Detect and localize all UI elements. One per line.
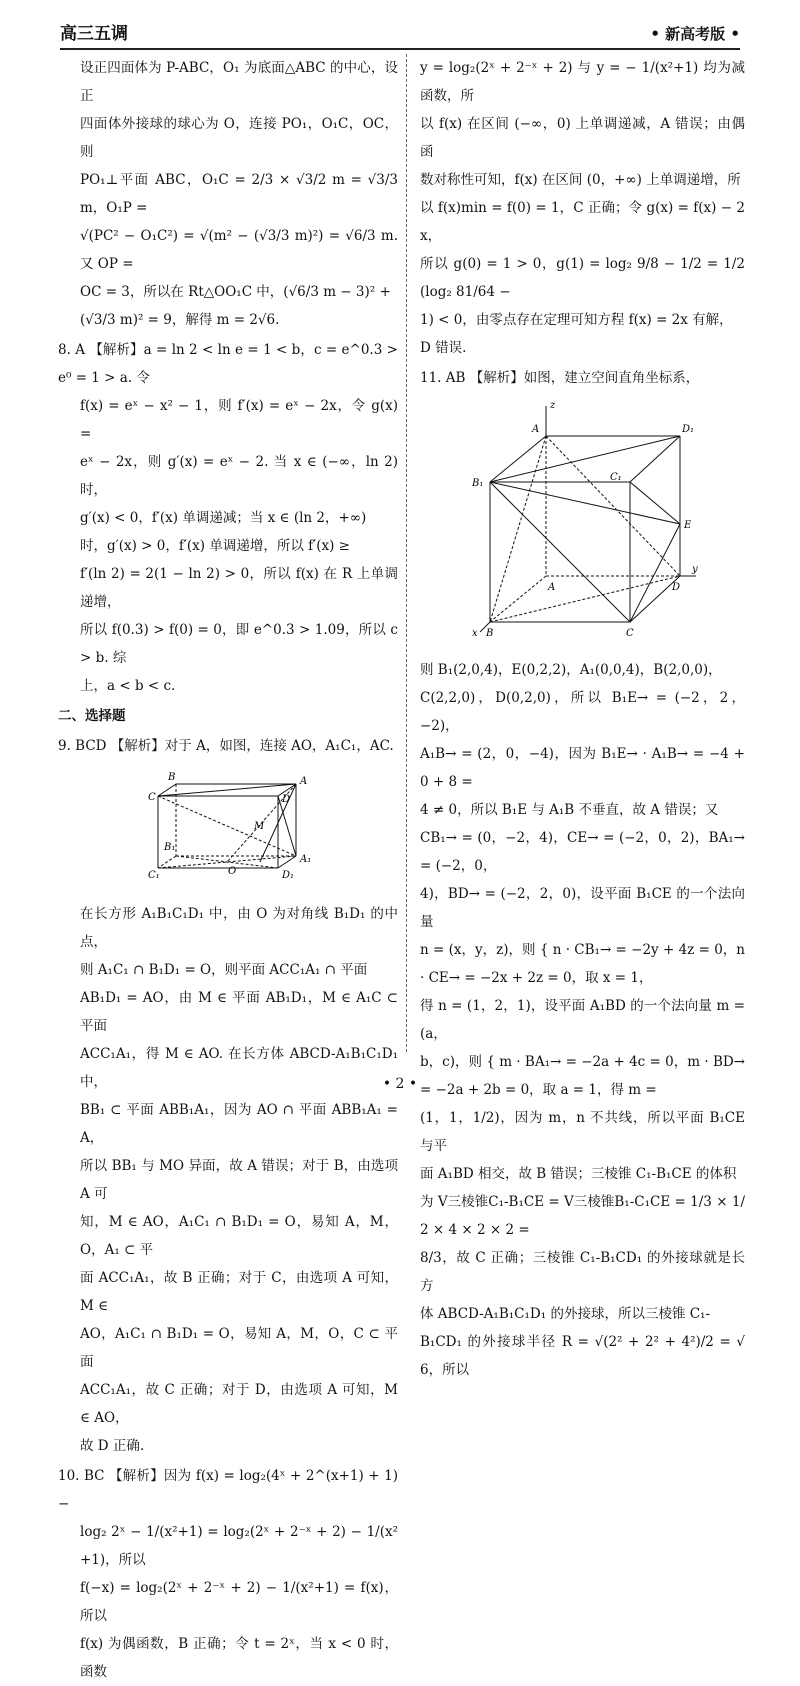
column-divider [406,54,407,1052]
text-line: 则 A₁C₁ ∩ B₁D₁ = O，则平面 ACC₁A₁ ∩ 平面 [80,962,368,978]
q9-solution [58,900,398,1460]
label-D1: D₁ [282,870,295,881]
text-line: 设正四面体为 P-ABC，O₁ 为底面△ABC 的中心，设正 [80,60,398,104]
edge [278,856,296,868]
label-C: C [626,628,634,639]
text-line: 所以 g(0) = 1 > 0，g(1) = log₂ 9/8 − 1/2 = 1/2 (log₂ 81/64 − [420,256,745,300]
label-M: M [254,821,265,832]
text-line: ACC₁A₁，得 M ∈ AO. 在长方体 ABCD-A₁B₁C₁D₁ 中， [80,1046,398,1090]
label-O: O [228,866,237,877]
figure-coordinate-cuboid-q11 [470,396,700,642]
text-line: 体 ABCD-A₁B₁C₁D₁ 的外接球，所以三棱锥 C₁- [420,1306,711,1322]
text-line: BB₁ ⊂ 平面 ABB₁A₁，因为 AO ∩ 平面 ABB₁A₁ = A， [80,1102,398,1146]
hidden-diagonal [158,796,296,856]
q8-solution [58,336,398,700]
diagonal [278,796,296,856]
label-A: A [548,582,556,593]
text-line: 故 D 正确. [80,1438,145,1454]
text-line: 以 f(x) 在区间 (−∞，0) 上单调递减，A 错误；由偶函 [420,116,745,160]
text-line: 则 B₁(2,0,4)，E(0,2,2)，A₁(0,0,4)，B(2,0,0)， [420,662,722,678]
text-line: 所以 f(0.3) > f(0) = 0，即 e^0.3 > 1.09，所以 c > b. 综 [80,622,398,666]
text-line: AB₁D₁ = AO，由 M ∈ 平面 AB₁D₁，M ∈ A₁C ⊂ 平面 [80,990,398,1034]
label-C1: C₁ [148,870,160,881]
q10-solution [58,1462,398,1686]
text-line: 四面体外接球的球心为 O，连接 PO₁，O₁C，OC，则 [80,116,398,160]
label-C: C [148,792,156,803]
segment-B1E [490,482,680,524]
hidden-segment-A1D [546,436,680,576]
text-line: eˣ − 2x，则 g′(x) = eˣ − 2. 当 x ∈ (−∞，ln 2) 时， [80,454,398,498]
hidden-diagonal [176,856,278,868]
text-line: 以 f(x)min = f(0) = 1，C 正确；令 g(x) = f(x) − 2x， [420,200,745,244]
q10-continued [420,54,745,362]
text-line: CB₁→ = (0，−2，4)，CE→ = (−2，0，2)，BA₁→ = (−2，0， [420,830,745,874]
edge [630,436,680,482]
text-line: 时，g′(x) > 0，f′(x) 单调递增，所以 f′(x) ≥ [80,538,350,554]
header-left: 高三五调 [60,24,128,44]
label-B1: B₁ [472,478,484,489]
text-line: 面 ACC₁A₁，故 B 正确；对于 C，由选项 A 可知，M ∈ [80,1270,398,1314]
segment-CE [630,524,680,622]
right-column [420,54,745,1378]
page-number: • 2 • [382,1076,418,1092]
text-line: ACC₁A₁，故 C 正确；对于 D，由选项 A 可知，M ∈ AO， [80,1382,398,1426]
label-B: B [486,628,494,639]
label-B: B [168,772,176,783]
text-line: g′(x) < 0，f′(x) 单调递减；当 x ∈ (ln 2，+∞) [80,510,367,526]
text-line: PO₁⊥平面 ABC，O₁C = 2/3 × √3/2 m = √3/3 m，O₁P = [80,172,398,216]
segment-C1E [630,482,680,524]
text-line: A₁B→ = (2，0，−4)，因为 B₁E→ · A₁B→ = −4 + 0 + 8 = [420,746,745,790]
text-line: 1) < 0，由零点存在定理可知方程 f(x) = 2x 有解， [420,312,733,328]
label-x: x [472,628,478,639]
text-line: 10. BC 【解析】因为 f(x) = log₂(4ˣ + 2^(x+1) + 1) − [58,1468,398,1512]
text-line: (√3/3 m)² = 9，解得 m = 2√6. [80,312,280,328]
text-line: 8/3，故 C 正确；三棱锥 C₁-B₁CD₁ 的外接球就是长方 [420,1250,745,1294]
label-z: z [550,400,556,411]
label-A1: A [532,424,540,435]
label-B1: B₁ [164,842,176,853]
text-line: (1，1，1/2)，因为 m，n 不共线，所以平面 B₁CE 与平 [420,1110,745,1154]
text-line: OC = 3，所以在 Rt△OO₁C 中，(√6/3 m − 3)² + [80,284,391,300]
text-line: n = (x，y，z)，则 { n · CB₁→ = −2y + 4z = 0，n · CE→ = −2x + 2z = 0，取 x = 1， [420,942,745,986]
q9-head: 9. BCD 【解析】对于 A，如图，连接 AO，A₁C₁，AC. [58,738,394,754]
text-line: 数对称性可知，f(x) 在区间 (0，+∞) 上单调递增，所 [420,172,741,188]
header-right: • 新高考版 • [650,25,740,43]
text-line: 4 ≠ 0，所以 B₁E 与 A₁B 不垂直，故 A 错误；又 [420,802,719,818]
text-line: 上，a < b < c. [80,678,176,694]
text-line: y = log₂(2ˣ + 2⁻ˣ + 2) 与 y = − 1/(x²+1) 均为减函数，所 [420,60,745,104]
text-line: D 错误. [420,340,467,356]
hidden-edge [490,576,546,622]
text-line: 面 A₁BD 相交，故 B 错误；三棱锥 C₁-B₁CE 的体积 [420,1166,737,1182]
text-line: b，c)，则 { m · BA₁→ = −2a + 4c = 0，m · BD→ = −2a + 2b = 0，取 a = 1，得 m = [420,1054,745,1098]
text-line: log₂ 2ˣ − 1/(x²+1) = log₂(2ˣ + 2⁻ˣ + 2) − 1/(x²+1)，所以 [80,1524,398,1568]
label-y: y [692,564,698,575]
label-D: D [672,582,681,593]
text-line: f(x) 为偶函数，B 正确；令 t = 2ˣ，当 x < 0 时，函数 [80,1636,398,1680]
text-line: f(x) = eˣ − x² − 1，则 f′(x) = eˣ − 2x，令 g(x) = [80,398,398,442]
section-title: 二、选择题 [58,708,126,724]
label-D: D [282,794,291,805]
text-line: B₁CD₁ 的外接球半径 R = √(2² + 2² + 4²)/2 = √6，所以 [420,1334,745,1378]
text-line: 为 V三棱锥C₁-B₁CE = V三棱锥B₁-C₁CE = 1/3 × 1/2 × 4 × 2 × 2 = [420,1194,745,1238]
label-D1: D₁ [682,424,695,435]
q11-head: 11. AB 【解析】如图，建立空间直角坐标系， [420,370,700,386]
page-header [60,14,740,50]
text-line: C(2,2,0)，D(0,2,0)，所以 B₁E→ = (−2，2，−2)， [420,690,745,734]
text-line: 在长方形 A₁B₁C₁D₁ 中，由 O 为对角线 B₁D₁ 的中点， [80,906,398,950]
diagonal [158,784,296,796]
q11-solution [420,656,745,1384]
figure-cuboid-q9 [148,766,328,884]
text-line: 所以 BB₁ 与 MO 异面，故 A 错误；对于 B，由选项 A 可 [80,1158,398,1202]
text-line: 得 n = (1，2，1)，设平面 A₁BD 的一个法向量 m = (a， [420,998,745,1042]
text-line: 4)，BD→ = (−2，2，0)，设平面 B₁CE 的一个法向量 [420,886,745,930]
text-line: 知，M ∈ AO，A₁C₁ ∩ B₁D₁ = O，易知 A，M，O，A₁ ⊂ 平 [80,1214,398,1258]
q7-solution [58,54,398,334]
text-line: AO，A₁C₁ ∩ B₁D₁ = O，易知 A，M，O，C ⊂ 平面 [80,1326,398,1370]
left-column [58,54,398,1680]
label-E: E [684,520,692,531]
label-C1: C₁ [610,472,622,483]
label-A: A [300,776,308,787]
text-line: 8. A 【解析】a = ln 2 < ln e = 1 < b，c = e^0.3 > e⁰ = 1 > a. 令 [58,342,398,386]
text-line: f(−x) = log₂(2ˣ + 2⁻ˣ + 2) − 1/(x²+1) = f(x)，所以 [80,1580,398,1624]
text-line: √(PC² − O₁C²) = √(m² − (√3/3 m)²) = √6/3 m. 又 OP = [80,228,398,272]
label-A1: A₁ [300,854,312,865]
text-line: f′(ln 2) = 2(1 − ln 2) > 0，所以 f(x) 在 R 上单调递增， [80,566,398,610]
